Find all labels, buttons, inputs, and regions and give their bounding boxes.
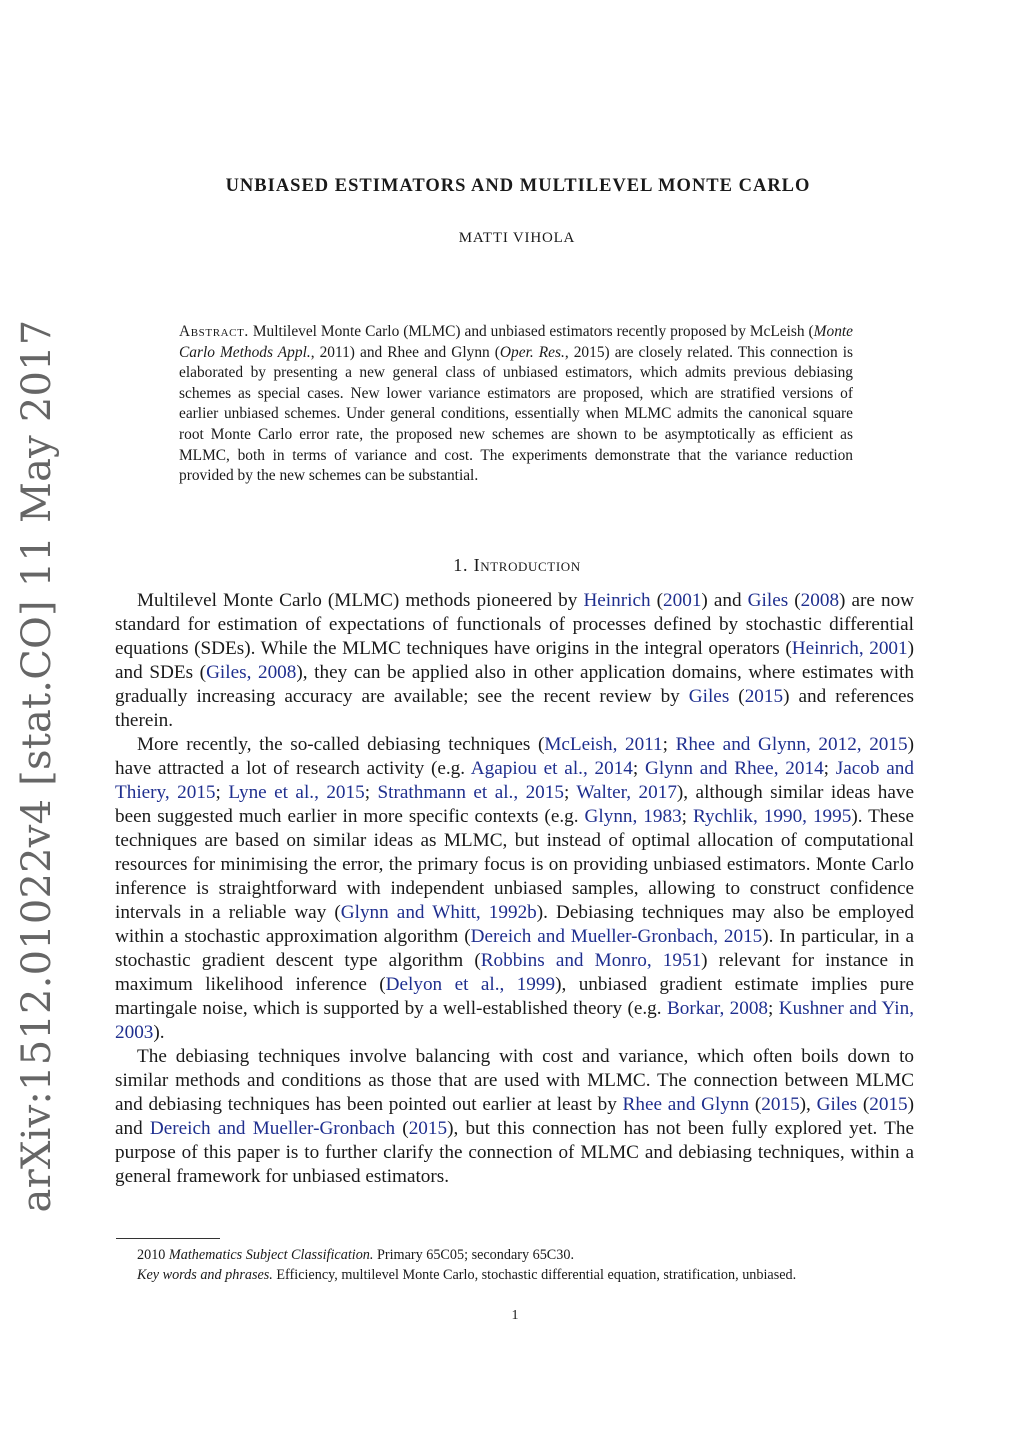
citation-link[interactable]: Heinrich <box>583 590 651 611</box>
text: ) and <box>115 1094 915 1139</box>
text: ; <box>768 998 779 1019</box>
citation-link[interactable]: Lyne et al., 2015 <box>228 782 365 803</box>
text: ( <box>395 1118 409 1139</box>
text: Primary 65C05; secondary 65C30. <box>373 1247 575 1263</box>
citation-link[interactable]: Agapiou et al., 2014 <box>470 758 633 779</box>
citation-link[interactable]: Giles <box>747 590 789 611</box>
citation-link[interactable]: Jacob and Thiery, 2015 <box>115 758 914 803</box>
citation-link[interactable]: Giles, 2008 <box>206 662 297 683</box>
citation-link[interactable]: Kushner and Yin, 2003 <box>115 998 915 1043</box>
footnote-label: Mathematics Subject Classification. <box>168 1247 374 1263</box>
citation-link[interactable]: Heinrich, 2001 <box>791 638 908 659</box>
text: ), but this connection has not been fully explored yet. The purpose of this paper is to further clarify the connection of MLMC and debiasing techniques, within a general framework for unbiased estimators. <box>115 1118 914 1187</box>
citation-link[interactable]: Glynn and Rhee, 2014 <box>645 758 824 779</box>
arxiv-sidebar <box>14 0 60 1448</box>
text: ) are now standard for estimation of expectations of functionals of processes defined by stochastic differential equations (SDEs). While the MLMC techniques have origins in the integral operators ( <box>115 590 915 659</box>
text: ), although similar ideas have been suggested much earlier in more specific contexts (e.g. <box>115 782 914 827</box>
footnotes <box>115 1245 915 1285</box>
abstract <box>179 322 853 487</box>
text: ; <box>215 782 229 803</box>
citation-link[interactable]: Glynn and Whitt, 1992b <box>340 902 537 923</box>
section-number: 1. <box>453 555 469 575</box>
abstract-text: , 2011) and Rhee and Glynn ( <box>310 343 500 361</box>
text: ; <box>662 734 676 755</box>
footnote-keywords <box>115 1265 915 1285</box>
text: ) and <box>701 590 748 611</box>
section-title: Introduction <box>473 555 581 575</box>
text: More recently, the so-called debiasing techniques ( <box>137 734 545 755</box>
text: ). <box>153 1022 165 1043</box>
citation-link[interactable]: Giles <box>816 1094 858 1115</box>
arxiv-identifier: arXiv:1512.01022v4 [stat.CO] 11 May 2017 <box>14 319 60 1213</box>
text: ). Debiasing techniques may also be employed within a stochastic approximation algorithm ( <box>115 902 914 947</box>
text: ( <box>857 1094 870 1115</box>
citation-link[interactable]: Delyon et al., 1999 <box>385 974 556 995</box>
text: ) relevant for instance in maximum likelihood inference ( <box>115 950 915 995</box>
citation-link[interactable]: Rhee and Glynn <box>622 1094 750 1115</box>
paper-title: UNBIASED ESTIMATORS AND MULTILEVEL MONTE CARLO <box>225 176 811 196</box>
text: ( <box>749 1094 762 1115</box>
text: ). In particular, in a stochastic gradient descent type algorithm ( <box>115 926 915 971</box>
citation-link[interactable]: Glynn, 1983 <box>584 806 682 827</box>
text: ; <box>681 806 693 827</box>
abstract-text: , 2015) are closely related. This connection is elaborated by presenting a new general class of unbiased estimators, which admits previous debiasing schemes as special cases. New lower variance estimators are proposed, which are stratified versions of earlier unbiased schemes. Under general conditions, essentially when MLMC admits the canonical square root Monte Carlo error rate, the proposed new schemes are shown to be asymptotically as efficient as MLMC, both in terms of variance and cost. The experiments demonstrate that the variance reduction provided by the new schemes can be substantial. <box>179 343 853 485</box>
citation-link[interactable]: Robbins and Monro, 1951 <box>480 950 702 971</box>
text: ) and SDEs ( <box>115 638 914 683</box>
paragraph <box>115 589 914 733</box>
citation-link[interactable]: Strathmann et al., 2015 <box>377 782 564 803</box>
text: ; <box>364 782 378 803</box>
abstract-journal: Oper. Res. <box>499 343 565 361</box>
text: ( <box>788 590 801 611</box>
citation-link[interactable]: 2001 <box>663 590 702 611</box>
citation-link[interactable]: 2015 <box>744 686 784 707</box>
author-name: MATTI VIHOLA <box>458 230 576 246</box>
citation-link[interactable]: Walter, 2017 <box>576 782 677 803</box>
introduction-body <box>115 589 914 1189</box>
citation-link[interactable]: McLeish, 2011 <box>544 734 663 755</box>
text: ), unbiased gradient estimate implies pure martingale noise, which is supported by a well-established theory (e.g. <box>115 974 915 1019</box>
citation-link[interactable]: 2015 <box>408 1118 448 1139</box>
citation-link[interactable]: 2015 <box>869 1094 908 1115</box>
footnote-label: Key words and phrases. <box>137 1267 273 1283</box>
text: ) have attracted a lot of research activity (e.g. <box>115 734 914 779</box>
page-number: 1 <box>511 1308 519 1323</box>
citation-link[interactable]: Giles <box>688 686 730 707</box>
abstract-journal: Monte Carlo Methods Appl. <box>179 323 853 361</box>
text: Multilevel Monte Carlo (MLMC) methods pioneered by <box>137 590 584 611</box>
text: ), <box>799 1094 817 1115</box>
footnote-divider <box>116 1238 220 1239</box>
text: ( <box>729 686 745 707</box>
text: ). These techniques are based on similar ideas as MLMC, but instead of optimal allocation of computational resources for minimising the error, the primary focus is on providing unbiased estimators. Monte Carlo inference is straightforward with independent unbiased samples, allowing to construct confidence intervals in a reliable way ( <box>115 806 914 923</box>
text: ( <box>650 590 664 611</box>
text: ; <box>563 782 577 803</box>
text: ) and references therein. <box>115 686 915 731</box>
footnote-msc <box>115 1245 915 1265</box>
text: 2010 <box>137 1247 169 1263</box>
citation-link[interactable]: 2015 <box>761 1094 800 1115</box>
citation-link[interactable]: Dereich and Mueller-Gronbach <box>149 1118 396 1139</box>
text: The debiasing techniques involve balancing with cost and variance, which often boils down to similar methods and conditions as those that are used with MLMC. The connection between MLMC and debiasing techniques has been pointed out earlier at least by <box>115 1046 914 1115</box>
citation-link[interactable]: 2008 <box>800 590 840 611</box>
paragraph <box>115 1045 914 1189</box>
paragraph <box>115 733 914 1045</box>
citation-link[interactable]: Dereich and Mueller-Gronbach, 2015 <box>470 926 763 947</box>
section-heading <box>0 555 1024 576</box>
text: ; <box>823 758 836 779</box>
text: ), they can be applied also in other application domains, where estimates with gradually increasing accuracy are available; see the recent review by <box>115 662 915 707</box>
citation-link[interactable]: Rychlik, 1990, 1995 <box>693 806 852 827</box>
text: Efficiency, multilevel Monte Carlo, stochastic differential equation, stratification, unbiased. <box>272 1267 797 1283</box>
citation-link[interactable]: Borkar, 2008 <box>666 998 769 1019</box>
text: ; <box>632 758 646 779</box>
abstract-label: Abstract. <box>179 323 249 340</box>
citation-link[interactable]: Rhee and Glynn, 2012, 2015 <box>675 734 908 755</box>
abstract-text: Multilevel Monte Carlo (MLMC) and unbiased estimators recently proposed by McLeish ( <box>248 323 814 340</box>
